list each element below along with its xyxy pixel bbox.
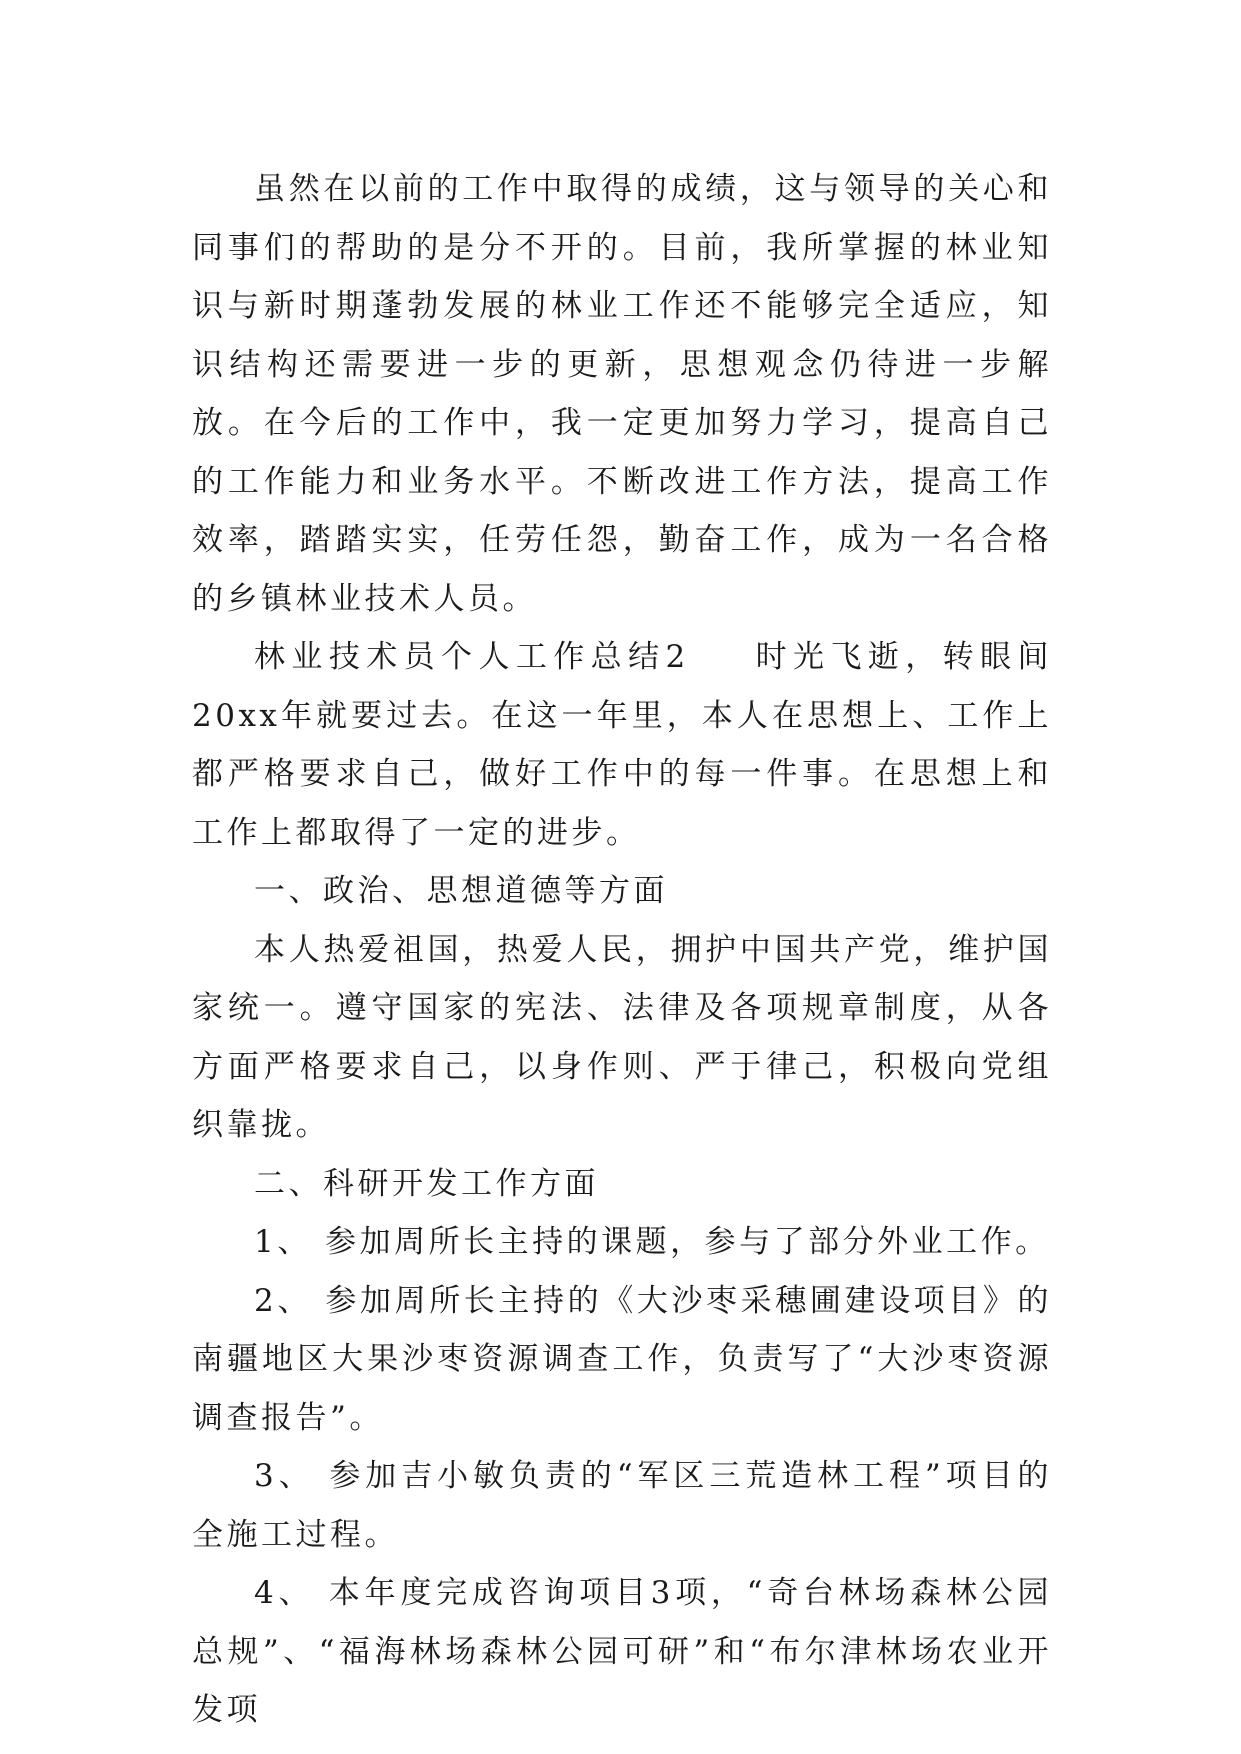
list-item-2: 2、 参加周所长主持的《大沙枣采穗圃建设项目》的南疆地区大果沙枣资源调查工作，负责写了“大沙枣资源调查报告”。 [192,1282,1052,1436]
summary2-intro: 时光飞逝，转眼间20xx年就要过去。在这一年里，本人在思想上、工作上都严格要求自己，做好工作中的每一件事。在思想上和工作上都取得了一定的进步。 [192,639,1052,851]
summary2-title: 林业技术员个人工作总结2 [254,639,689,675]
paragraph-summary2 [192,628,1052,862]
list-item-4: 4、 本年度完成咨询项目3项，“奇台林场森林公园总规”、“福海林场森林公园可研”和“布尔津林场农业开发项 [192,1575,1052,1728]
list-item-3: 3、 参加吉小敏负责的“军区三荒造林工程”项目的全施工过程。 [192,1458,1052,1553]
paragraph-achievements: 虽然在以前的工作中取得的成绩，这与领导的关心和同事们的帮助的是分不开的。目前，我所掌握的林业知识与新时期蓬勃发展的林业工作还不能够完全适应，知识结构还需要进一步的更新，思想观念仍待进一步解放。在今后的工作中，我一定更加努力学习，提高自己的工作能力和业务水平。不断改进工作方法，提高工作效率，踏踏实实，任劳任怨，勤奋工作，成为一名合格的乡镇林业技术人员。 [192,171,1052,617]
list-item-1: 1、 参加周所长主持的课题，参与了部分外业工作。 [254,1224,1050,1260]
section1-text: 本人热爱祖国，热爱人民，拥护中国共产党，维护国家统一。遵守国家的宪法、法律及各项规章制度，从各方面严格要求自己，以身作则、严于律己，积极向党组织靠拢。 [192,931,1052,1143]
section2-heading: 二、科研开发工作方面 [254,1165,599,1202]
document-page [192,160,1052,1740]
section1-heading: 一、政治、思想道德等方面 [254,873,668,909]
